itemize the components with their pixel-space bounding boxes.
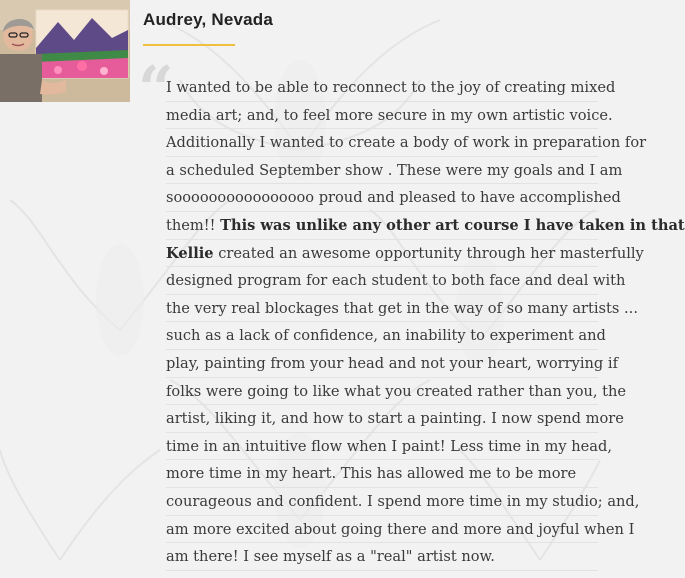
testimonial-line: more time in my heart. This has allowed me to be more (166, 460, 598, 488)
testimonial-line: such as a lack of confidence, an inability to experiment and (166, 322, 598, 350)
testimonial-line: time in an intuitive flow when I paint! Less time in my head, (166, 433, 598, 461)
testimonial-line: artist, liking it, and how to start a painting. I now spend more (166, 405, 598, 433)
author-photo (0, 0, 130, 102)
testimonial-line: a scheduled September show . These were my goals and I am (166, 157, 598, 185)
name-underline-accent (143, 44, 235, 46)
author-name: Audrey, Nevada (143, 10, 274, 29)
testimonial-line: Additionally I wanted to create a body of work in preparation for (166, 129, 598, 157)
testimonial-line: play, painting from your head and not your heart, worrying if (166, 350, 598, 378)
testimonial-line: the very real blockages that get in the way of so many artists ... (166, 295, 598, 323)
emphasis-text: Kellie (166, 244, 214, 262)
testimonial-line: am more excited about going there and more and joyful when I (166, 516, 598, 544)
testimonial-text (166, 74, 685, 571)
testimonial-line: media art; and, to feel more secure in my own artistic voice. (166, 102, 598, 130)
testimonial-line: folks were going to like what you created rather than you, the (166, 378, 598, 406)
testimonial-line (166, 240, 644, 268)
plain-text: created an awesome opportunity through her masterfully (213, 244, 644, 262)
testimonial-line: I wanted to be able to reconnect to the joy of creating mixed (166, 74, 598, 102)
open-quote-icon: “ (138, 52, 174, 125)
testimonial-line: courageous and confident. I spend more time in my studio; and, (166, 488, 598, 516)
testimonial-line: soooooooooooooooo proud and pleased to have accomplished (166, 184, 598, 212)
testimonial-line: designed program for each student to both face and deal with (166, 267, 598, 295)
testimonial-line: am there! I see myself as a "real" artist now. (166, 543, 598, 571)
plain-text: them!! (166, 216, 221, 234)
testimonial-line (166, 212, 685, 240)
emphasis-text: This was unlike any other art course I have taken in that (220, 216, 685, 234)
